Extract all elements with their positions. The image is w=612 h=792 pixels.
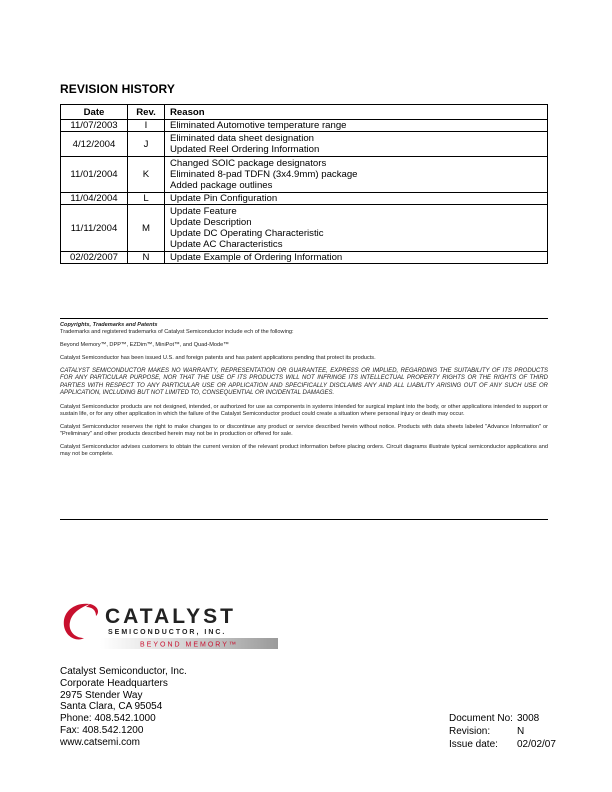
reason-line: Update Description <box>170 217 252 228</box>
legal-notice <box>60 322 548 464</box>
company-street: 2975 Stender Way <box>60 689 143 701</box>
cell-reason <box>165 205 548 252</box>
company-address <box>60 666 187 749</box>
doc-number-row <box>449 712 556 725</box>
cell-rev: L <box>128 193 165 205</box>
cell-date: 4/12/2004 <box>61 132 128 157</box>
cell-date: 11/04/2004 <box>61 193 128 205</box>
cell-date: 02/02/2007 <box>61 252 128 264</box>
reason-line: Changed SOIC package designators <box>170 158 327 169</box>
cell-rev: I <box>128 120 165 132</box>
logo-name: CATALYST <box>105 605 236 628</box>
document-info <box>449 712 556 751</box>
legal-heading: Copyrights, Trademarks and Patents <box>60 322 158 328</box>
reason-line: Update AC Characteristics <box>170 239 283 250</box>
patents-text: Catalyst Semiconductor has been issued U.S. and foreign patents and has patent applications pending that protect its products. <box>60 355 376 361</box>
changes-text: Catalyst Semiconductor reserves the right to make changes to or discontinue any product or service described herein without notice. Products with data sheets labeled "Advance Information" or "Preliminary" and other products described herein may not be in production or offered for sale. <box>60 423 548 437</box>
reason-line: Eliminated 8-pad TDFN (3x4.9mm) package <box>170 169 358 180</box>
logo-sub: SEMICONDUCTOR, INC. <box>108 629 227 636</box>
reason-line: Update Feature <box>170 206 237 217</box>
cell-date: 11/07/2003 <box>61 120 128 132</box>
table-row <box>61 193 548 205</box>
logo-swoosh-inner-icon <box>86 604 98 616</box>
reason-line: Added package outlines <box>170 180 273 191</box>
cell-rev: K <box>128 157 165 193</box>
table-row <box>61 132 548 157</box>
legal-top-rule <box>60 318 548 319</box>
trademark-list: Beyond Memory™, DPP™, EZDim™, MiniPot™, and Quad-Mode™ <box>60 342 229 348</box>
cell-reason <box>165 193 548 205</box>
trademark-intro: Trademarks and registered trademarks of Catalyst Semiconductor include ech of the following: <box>60 329 294 335</box>
revision-value: N <box>517 726 525 737</box>
company-fax: Fax: 408.542.1200 <box>60 724 144 736</box>
logo-swoosh-icon <box>64 604 90 640</box>
col-header-reason: Reason <box>165 105 548 120</box>
legal-bottom-rule <box>60 519 548 520</box>
table-row <box>61 157 548 193</box>
warranty-disclaimer: CATALYST SEMICONDUCTOR MAKES NO WARRANTY, REPRESENTATION OR GUARANTEE, EXPRESS OR IMPLIED, REGARDING THE SUITABILITY OF ITS PRODUCTS FOR ANY PARTICULAR PURPOSE, NOR THAT THE USE OF ITS PRODUCTS WILL NOT INFRINGE ITS INTELLECTUAL PROPERTY RIGHTS OR THE RIGHTS OF THIRD PARTIES WITH RESPECT TO ANY PARTICULAR USE OR APPLICATION AND SPECIFICALLY DISCLAIMS ANY AND ALL LIABILITY ARISING OUT OF ANY SUCH USE OR APPLICATION, INCLUDING BUT NOT LIMITED TO, CONSEQUENTIAL OR INCIDENTAL DAMAGES. <box>60 368 548 397</box>
reason-line: Updated Reel Ordering Information <box>170 144 320 155</box>
reason-line: Update Pin Configuration <box>170 193 278 204</box>
cell-rev: M <box>128 205 165 252</box>
company-city: Santa Clara, CA 95054 <box>60 701 163 713</box>
cell-date: 11/11/2004 <box>61 205 128 252</box>
cell-reason <box>165 132 548 157</box>
catalyst-logo <box>60 598 280 654</box>
doc-number-label: Document No: <box>449 713 513 724</box>
revision-table <box>60 104 548 264</box>
page-title: REVISION HISTORY <box>60 82 175 96</box>
company-name: Catalyst Semiconductor, Inc. <box>60 666 187 677</box>
reason-line: Eliminated Automotive temperature range <box>170 120 347 131</box>
reason-line: Eliminated data sheet designation <box>170 133 315 144</box>
table-row <box>61 252 548 264</box>
revision-label: Revision: <box>449 726 491 737</box>
not-designed-text: Catalyst Semiconductor products are not designed, intended, or authorized for use as components in systems intended for surgical implant into the body, or other applications intended to support or sustain life, or for any other application in which the failure of the Catalyst Semiconductor product could create a situation where personal injury or death may occur. <box>60 403 548 417</box>
company-hq: Corporate Headquarters <box>60 677 168 689</box>
col-header-date: Date <box>61 105 128 120</box>
logo-tagline: BEYOND MEMORY™ <box>140 641 238 649</box>
cell-rev: J <box>128 132 165 157</box>
cell-reason <box>165 157 548 193</box>
issue-date-row <box>449 738 556 751</box>
cell-rev: N <box>128 252 165 264</box>
table-row <box>61 120 548 132</box>
reason-line: Update DC Operating Characteristic <box>170 228 324 239</box>
cell-reason <box>165 252 548 264</box>
reason-line: Update Example of Ordering Information <box>170 252 343 263</box>
doc-number-value: 3008 <box>517 713 540 724</box>
advise-text: Catalyst Semiconductor advises customers to obtain the current version of the relevant product information before placing orders. Circuit diagrams illustrate typical semiconductor applications and may not be complete. <box>60 443 548 457</box>
cell-date: 11/01/2004 <box>61 157 128 193</box>
company-phone: Phone: 408.542.1000 <box>60 713 156 725</box>
table-header-row <box>61 105 548 120</box>
table-row <box>61 205 548 252</box>
cell-reason <box>165 120 548 132</box>
issue-date-value: 02/02/07 <box>517 739 556 750</box>
company-web: www.catsemi.com <box>60 736 141 748</box>
col-header-rev: Rev. <box>128 105 165 120</box>
revision-row <box>449 725 556 738</box>
issue-date-label: Issue date: <box>449 739 498 750</box>
